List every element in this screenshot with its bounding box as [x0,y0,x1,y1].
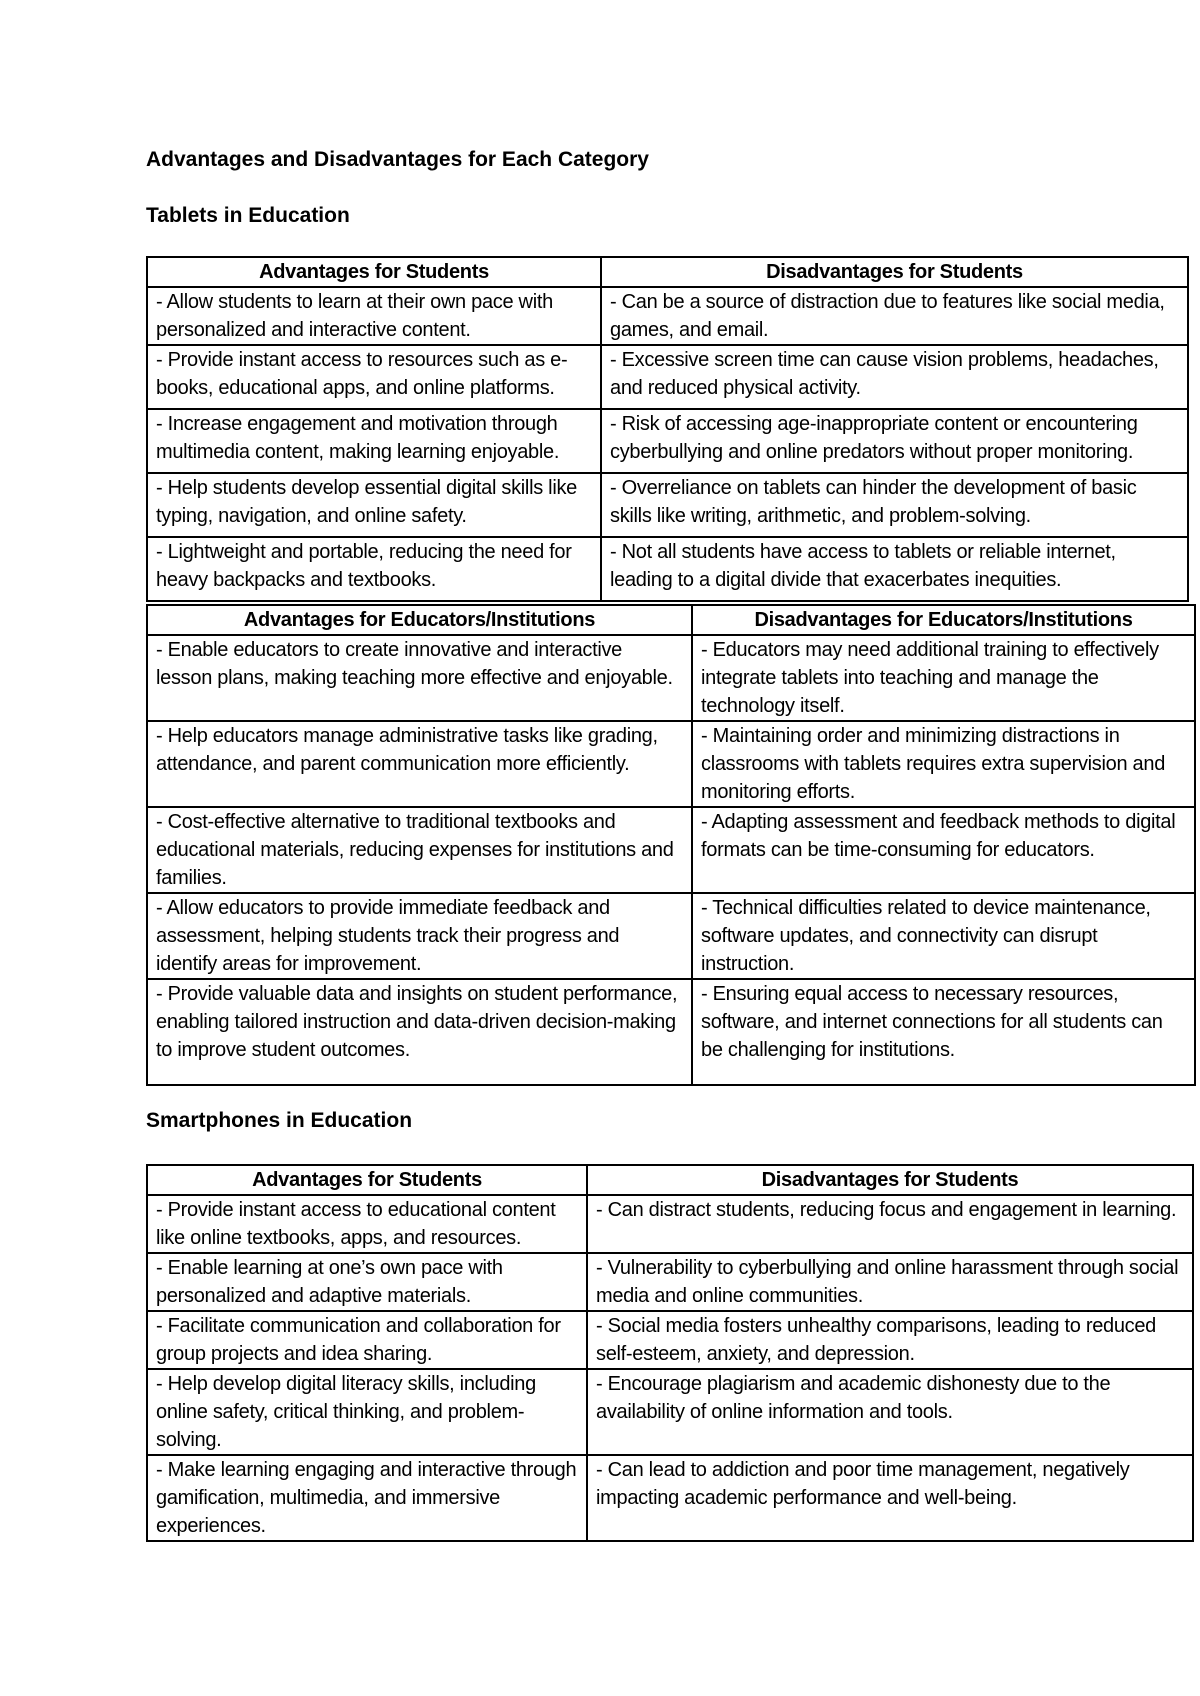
disadvantage-cell: - Adapting assessment and feedback methods to digital formats can be time-consuming for educators. [692,807,1195,893]
advantage-cell: - Provide instant access to educational content like online textbooks, apps, and resources. [147,1195,587,1253]
disadvantage-cell: - Maintaining order and minimizing distractions in classrooms with tablets requires extra supervision and monitoring efforts. [692,721,1195,807]
disadvantage-cell: - Educators may need additional training to effectively integrate tablets into teaching and manage the technology itself. [692,635,1195,721]
advantage-cell: - Increase engagement and motivation through multimedia content, making learning enjoyable. [147,409,601,473]
disadvantage-cell: - Excessive screen time can cause vision problems, headaches, and reduced physical activity. [601,345,1188,409]
advantage-cell: - Facilitate communication and collaboration for group projects and idea sharing. [147,1311,587,1369]
table-row [147,345,1188,409]
table-row [147,473,1188,537]
disadvantage-cell: - Vulnerability to cyberbullying and online harassment through social media and online communities. [587,1253,1193,1311]
document-title: Advantages and Disadvantages for Each Category [146,148,649,171]
table-row [147,1369,1193,1455]
disadvantage-cell: - Can lead to addiction and poor time management, negatively impacting academic performance and well-being. [587,1455,1193,1541]
advantage-cell: - Help develop digital literacy skills, including online safety, critical thinking, and problem-solving. [147,1369,587,1455]
table-row [147,893,1195,979]
advantage-cell: - Help educators manage administrative tasks like grading, attendance, and parent communication more efficiently. [147,721,692,807]
table-row [147,635,1195,721]
table-row [147,979,1195,1085]
table-row [147,1311,1193,1369]
tablets-students-table [146,256,1189,602]
table-row [147,287,1188,345]
table-row [147,807,1195,893]
tablets-educators-table [146,604,1196,1086]
disadvantage-cell: - Can be a source of distraction due to features like social media, games, and email. [601,287,1188,345]
column-header: Disadvantages for Educators/Institutions [692,605,1195,635]
table-row [147,1455,1193,1541]
table-row [147,409,1188,473]
disadvantage-cell: - Overreliance on tablets can hinder the development of basic skills like writing, arithmetic, and problem-solving. [601,473,1188,537]
advantage-cell: - Lightweight and portable, reducing the need for heavy backpacks and textbooks. [147,537,601,601]
advantage-cell: - Enable educators to create innovative and interactive lesson plans, making teaching more effective and enjoyable. [147,635,692,721]
advantage-cell: - Make learning engaging and interactive through gamification, multimedia, and immersive experiences. [147,1455,587,1541]
advantage-cell: - Provide instant access to resources such as e-books, educational apps, and online platforms. [147,345,601,409]
advantage-cell: - Cost-effective alternative to traditional textbooks and educational materials, reducing expenses for institutions and families. [147,807,692,893]
disadvantage-cell: - Social media fosters unhealthy comparisons, leading to reduced self-esteem, anxiety, and depression. [587,1311,1193,1369]
column-header: Advantages for Students [147,257,601,287]
smartphones-students-table [146,1164,1194,1542]
column-header: Disadvantages for Students [601,257,1188,287]
disadvantage-cell: - Can distract students, reducing focus and engagement in learning. [587,1195,1193,1253]
disadvantage-cell: - Encourage plagiarism and academic dishonesty due to the availability of online information and tools. [587,1369,1193,1455]
column-header: Advantages for Educators/Institutions [147,605,692,635]
advantage-cell: - Enable learning at one’s own pace with personalized and adaptive materials. [147,1253,587,1311]
disadvantage-cell: - Risk of accessing age-inappropriate content or encountering cyberbullying and online predators without proper monitoring. [601,409,1188,473]
table-row [147,721,1195,807]
disadvantage-cell: - Ensuring equal access to necessary resources, software, and internet connections for all students can be challenging for institutions. [692,979,1195,1085]
advantage-cell: - Help students develop essential digital skills like typing, navigation, and online safety. [147,473,601,537]
table-header-row [147,1165,1193,1195]
table-header-row [147,605,1195,635]
column-header: Advantages for Students [147,1165,587,1195]
advantage-cell: - Provide valuable data and insights on student performance, enabling tailored instruction and data-driven decision-making to improve student outcomes. [147,979,692,1085]
table-header-row [147,257,1188,287]
disadvantage-cell: - Not all students have access to tablets or reliable internet, leading to a digital divide that exacerbates inequities. [601,537,1188,601]
disadvantage-cell: - Technical difficulties related to device maintenance, software updates, and connectivity can disrupt instruction. [692,893,1195,979]
table-row [147,537,1188,601]
tablets-section-heading: Tablets in Education [146,204,350,227]
smartphones-section-heading: Smartphones in Education [146,1109,413,1132]
column-header: Disadvantages for Students [587,1165,1193,1195]
table-row [147,1253,1193,1311]
advantage-cell: - Allow educators to provide immediate feedback and assessment, helping students track their progress and identify areas for improvement. [147,893,692,979]
table-row [147,1195,1193,1253]
advantage-cell: - Allow students to learn at their own pace with personalized and interactive content. [147,287,601,345]
